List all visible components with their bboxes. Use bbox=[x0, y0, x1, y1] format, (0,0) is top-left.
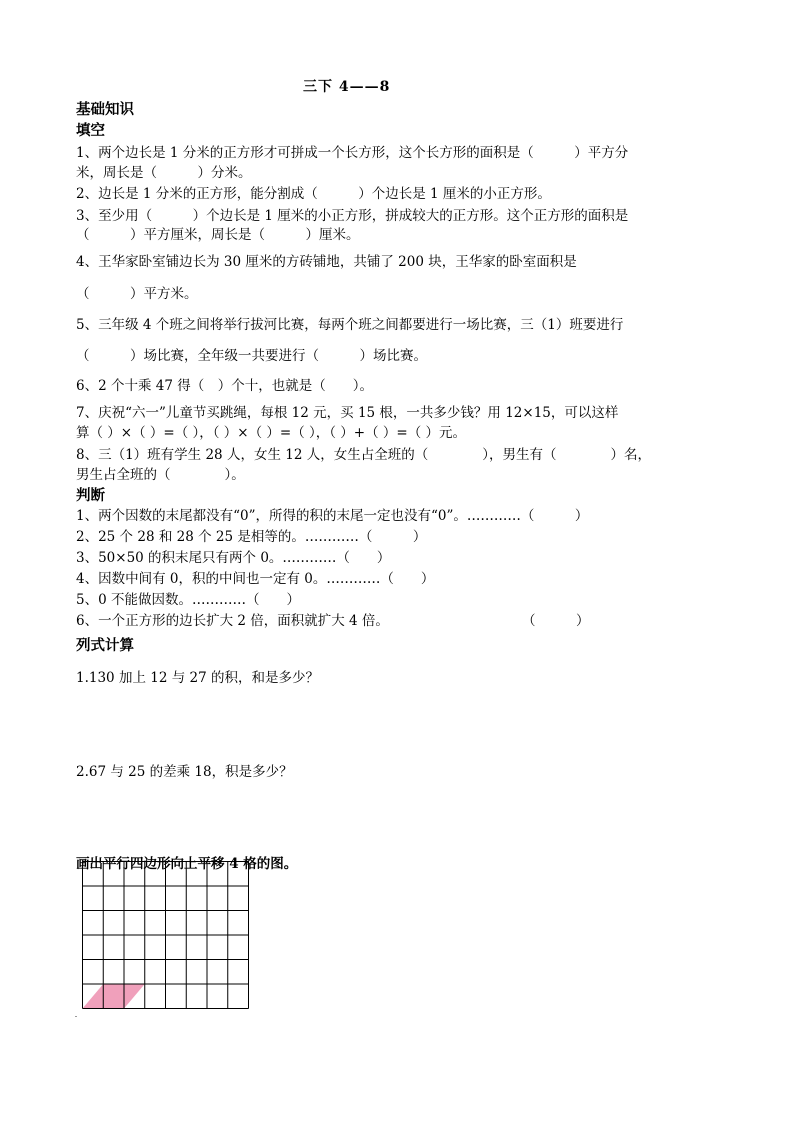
section-fill-heading: 填空 bbox=[76, 122, 105, 139]
judge-item: 6、一个正方形的边长扩大 2 倍，面积就扩大 4 倍。 bbox=[76, 613, 389, 629]
translation-grid bbox=[82, 861, 249, 1009]
fill-q4-line2: （ ）平方米。 bbox=[76, 286, 198, 302]
fill-q1-line2: 米，周长是（ ）分米。 bbox=[76, 165, 252, 181]
judge-item: 2、25 个 28 和 28 个 25 是相等的。…………（ ） bbox=[76, 529, 427, 545]
fill-q7-line1: 7、庆祝“六一”儿童节买跳绳，每根 12 元，买 15 根，一共多少钱？用 12×15，可以这样 bbox=[76, 405, 619, 421]
page-mark bbox=[75, 1016, 77, 1017]
section-basic-heading: 基础知识 bbox=[76, 101, 134, 118]
parallelogram-shape bbox=[83, 984, 145, 1009]
fill-q4-line1: 4、王华家卧室铺边长为 30 厘米的方砖铺地，共铺了 200 块，王华家的卧室面积是 bbox=[76, 254, 577, 270]
fill-q5-line1: 5、三年级 4 个班之间将举行拔河比赛，每两个班之间都要进行一场比赛，三（1）班要进行 bbox=[76, 317, 624, 333]
calc-item: 2.67 与 25 的差乘 18，积是多少？ bbox=[76, 764, 293, 780]
judge-item: 4、因数中间有 0，积的中间也一定有 0。…………（ ） bbox=[76, 571, 435, 587]
fill-q1-line1: 1、两个边长是 1 分米的正方形才可拼成一个长方形，这个长方形的面积是（ ）平方分 bbox=[76, 145, 629, 161]
judge-item: 1、两个因数的末尾都没有“0”，所得的积的末尾一定也没有“0”。…………（ ） bbox=[76, 508, 589, 524]
draw-instruction: 画出平行四边形向上平移 4 格的图。 bbox=[76, 856, 298, 872]
fill-q7-line2: 算（ ）×（ ）=（ ），（ ）×（ ）=（ ），（ ）+（ ）=（ ）元。 bbox=[76, 425, 466, 441]
fill-q2: 2、边长是 1 分米的正方形，能分割成（ ）个边长是 1 厘米的小正方形。 bbox=[76, 186, 551, 202]
judge-item: 5、0 不能做因数。…………（ ） bbox=[76, 592, 300, 608]
judge-item-6-answer: （ ） bbox=[522, 613, 590, 629]
fill-q8-line2: 男生占全班的（ ）。 bbox=[76, 467, 245, 483]
fill-q5-line2: （ ）场比赛，全年级一共要进行（ ）场比赛。 bbox=[76, 348, 427, 364]
section-calc-heading: 列式计算 bbox=[76, 637, 134, 654]
fill-q3-line2: （ ）平方厘米，周长是（ ）厘米。 bbox=[76, 227, 360, 243]
page-title: 三下 4——8 bbox=[303, 79, 391, 95]
calc-item: 1.130 加上 12 与 27 的积，和是多少？ bbox=[76, 670, 319, 686]
judge-item: 3、50×50 的积末尾只有两个 0。…………（ ） bbox=[76, 550, 391, 566]
section-judge-heading: 判断 bbox=[76, 487, 105, 504]
fill-q3-line1: 3、至少用（ ）个边长是 1 厘米的小正方形，拼成较大的正方形。这个正方形的面积是 bbox=[76, 208, 629, 224]
fill-q8-line1: 8、三（1）班有学生 28 人，女生 12 人，女生占全班的（ ），男生有（ ）名， bbox=[76, 447, 651, 463]
fill-q6: 6、2 个十乘 47 得（ ）个十，也就是（ ）。 bbox=[76, 378, 373, 394]
